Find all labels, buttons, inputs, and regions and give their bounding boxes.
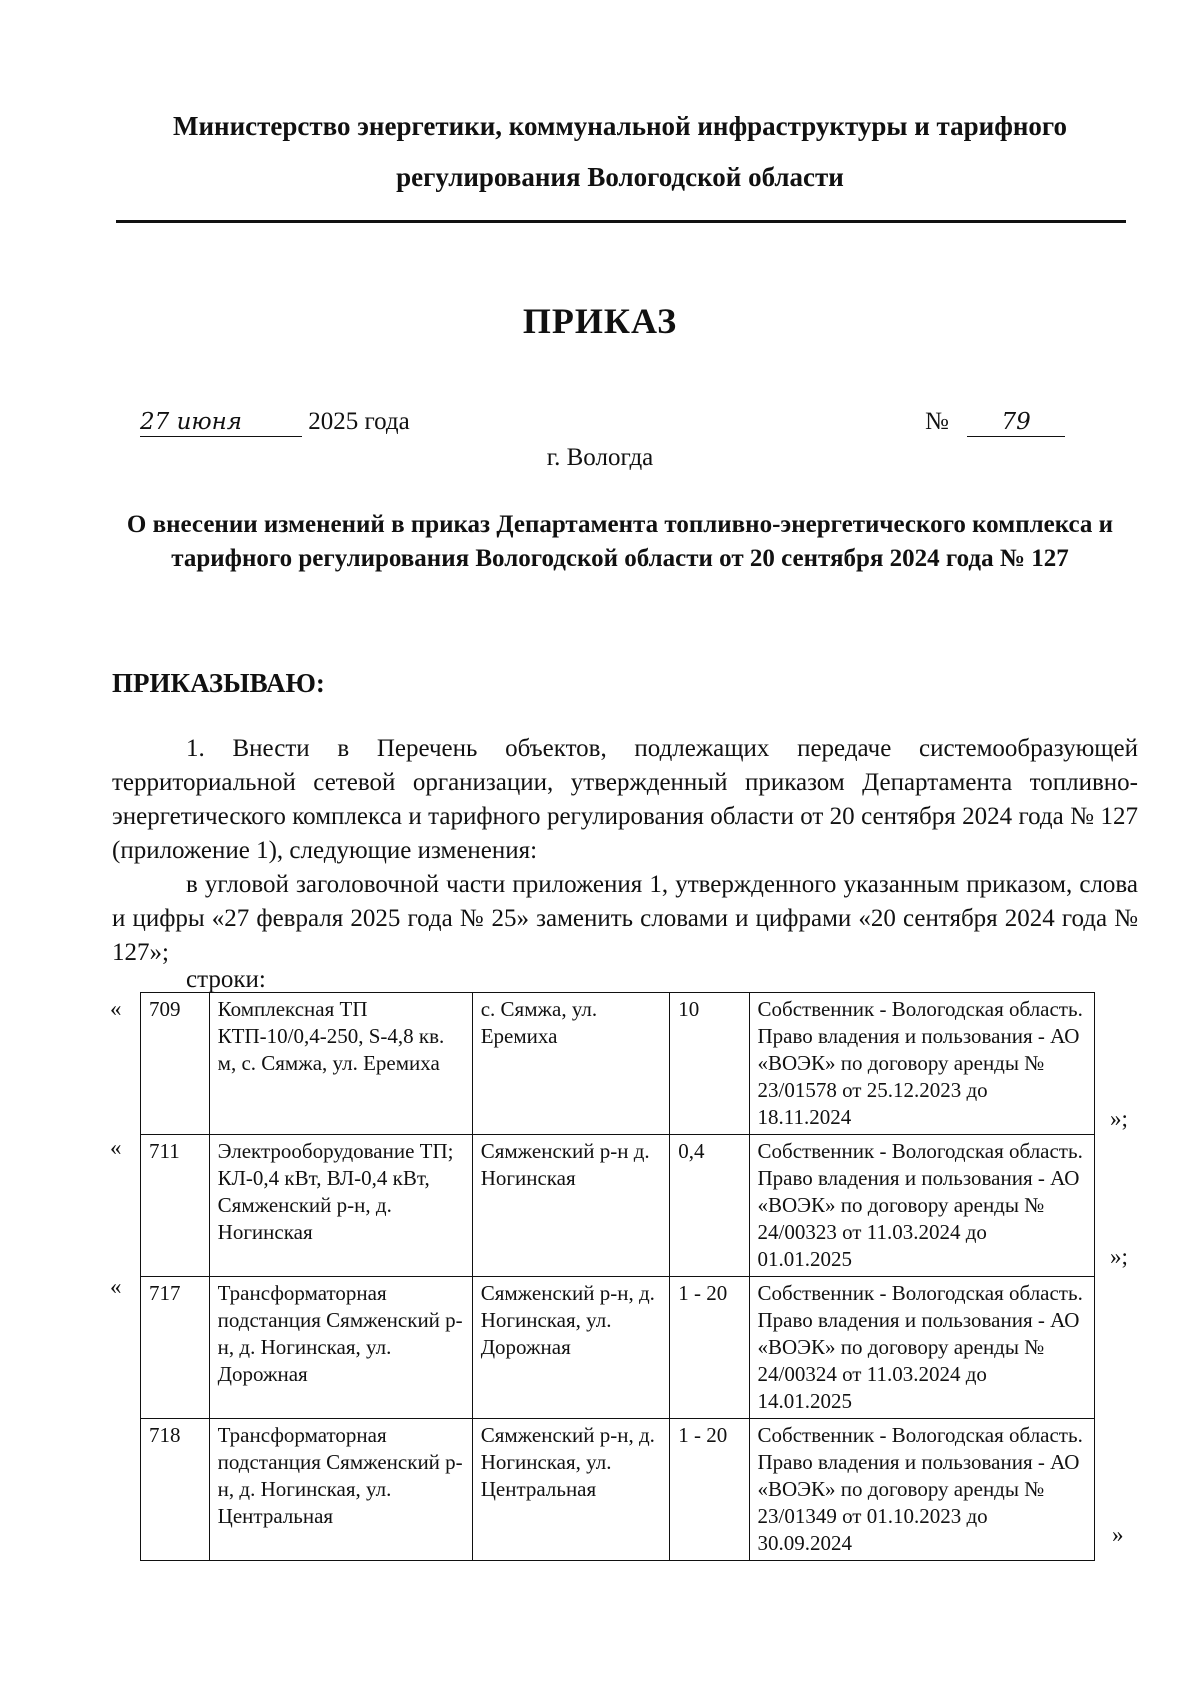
order-subject: О внесении изменений в приказ Департамента топливно-энергетического комплекса и тарифного регулирования Вологодской области от 20 сентября 2024 года № 127: [126, 511, 1114, 572]
object-name: Электрооборудование ТП; КЛ-0,4 кВт, ВЛ-0,4 кВт, Сямженский р-н, д. Ногинская: [209, 1135, 472, 1277]
object-location: Сямженский р-н, д. Ногинская, ул. Дорожная: [472, 1277, 670, 1419]
object-name: Трансформаторная подстанция Сямженский р-н, д. Ногинская, ул. Центральная: [209, 1419, 472, 1561]
ministry-name-line-2: регулирования Вологодской области: [396, 162, 844, 192]
row-number: 711: [141, 1135, 210, 1277]
object-name: Комплексная ТП КТП-10/0,4-250, S-4,8 кв. м, с. Сямжа, ул. Еремиха: [209, 993, 472, 1135]
object-owner: Собственник - Вологодская область. Право владения и пользования - АО «ВОЭК» по договору аренды № 23/01578 от 25.12.2023 до 18.11.2024: [749, 993, 1095, 1135]
close-quote: »: [1112, 1522, 1124, 1547]
object-name: Трансформаторная подстанция Сямженский р-н, д. Ногинская, ул. Дорожная: [209, 1277, 472, 1419]
ministry-name-line-1: Министерство энергетики, коммунальной инфраструктуры и тарифного: [172, 111, 1068, 141]
object-location: Сямженский р-н д. Ногинская: [472, 1135, 670, 1277]
number-sign: №: [925, 408, 949, 435]
object-voltage: 0,4: [670, 1135, 749, 1277]
date-year: 2025 года: [308, 408, 410, 435]
paragraph-1: 1. Внести в Перечень объектов, подлежащих передаче системообразующей территориальной сетевой организации, утвержденный приказом Департамента топливно-энергетического комплекса и тарифного регулирования области от 20 сентября 2024 года № 127 (приложение 1), следующие изменения:: [112, 735, 1138, 864]
object-location: с. Сямжа, ул. Еремиха: [472, 993, 670, 1135]
document-title: ПРИКАЗ: [522, 301, 678, 341]
table-row: [141, 1277, 1095, 1419]
paragraph-2: в угловой заголовочной части приложения 1, утвержденного указанным приказом, слова и цифры «27 февраля 2025 года № 25» заменить словами и цифрами «20 сентября 2024 года № 127»;: [112, 871, 1138, 966]
table-row: [141, 1135, 1095, 1277]
paragraph-3: строки:: [186, 966, 266, 993]
table-row: [141, 993, 1095, 1135]
date-handwritten: 27 июня: [140, 408, 302, 437]
table-row: [141, 1419, 1095, 1561]
object-owner: Собственник - Вологодская область. Право владения и пользования - АО «ВОЭК» по договору аренды № 24/00323 от 11.03.2024 до 01.01.2025: [749, 1135, 1095, 1277]
object-voltage: 1 - 20: [670, 1419, 749, 1561]
row-number: 717: [141, 1277, 210, 1419]
object-location: Сямженский р-н, д. Ногинская, ул. Центральная: [472, 1419, 670, 1561]
object-voltage: 1 - 20: [670, 1277, 749, 1419]
open-quote: «: [110, 1274, 122, 1299]
row-number: 718: [141, 1419, 210, 1561]
changes-table: [140, 992, 1095, 1561]
object-owner: Собственник - Вологодская область. Право владения и пользования - АО «ВОЭК» по договору аренды № 24/00324 от 11.03.2024 до 14.01.2025: [749, 1277, 1095, 1419]
object-owner: Собственник - Вологодская область. Право владения и пользования - АО «ВОЭК» по договору аренды № 23/01349 от 01.10.2023 до 30.09.2024: [749, 1419, 1095, 1561]
row-number: 709: [141, 993, 210, 1135]
close-quote: »;: [1110, 1244, 1128, 1269]
order-number: [925, 408, 1065, 437]
city: г. Вологда: [546, 444, 654, 471]
header-divider: [116, 220, 1126, 223]
open-quote: «: [110, 1135, 122, 1160]
open-quote: «: [110, 996, 122, 1021]
order-date: [140, 408, 410, 437]
close-quote: »;: [1110, 1106, 1128, 1131]
order-directive: ПРИКАЗЫВАЮ:: [112, 668, 325, 698]
number-handwritten: 79: [967, 408, 1065, 437]
object-voltage: 10: [670, 993, 749, 1135]
